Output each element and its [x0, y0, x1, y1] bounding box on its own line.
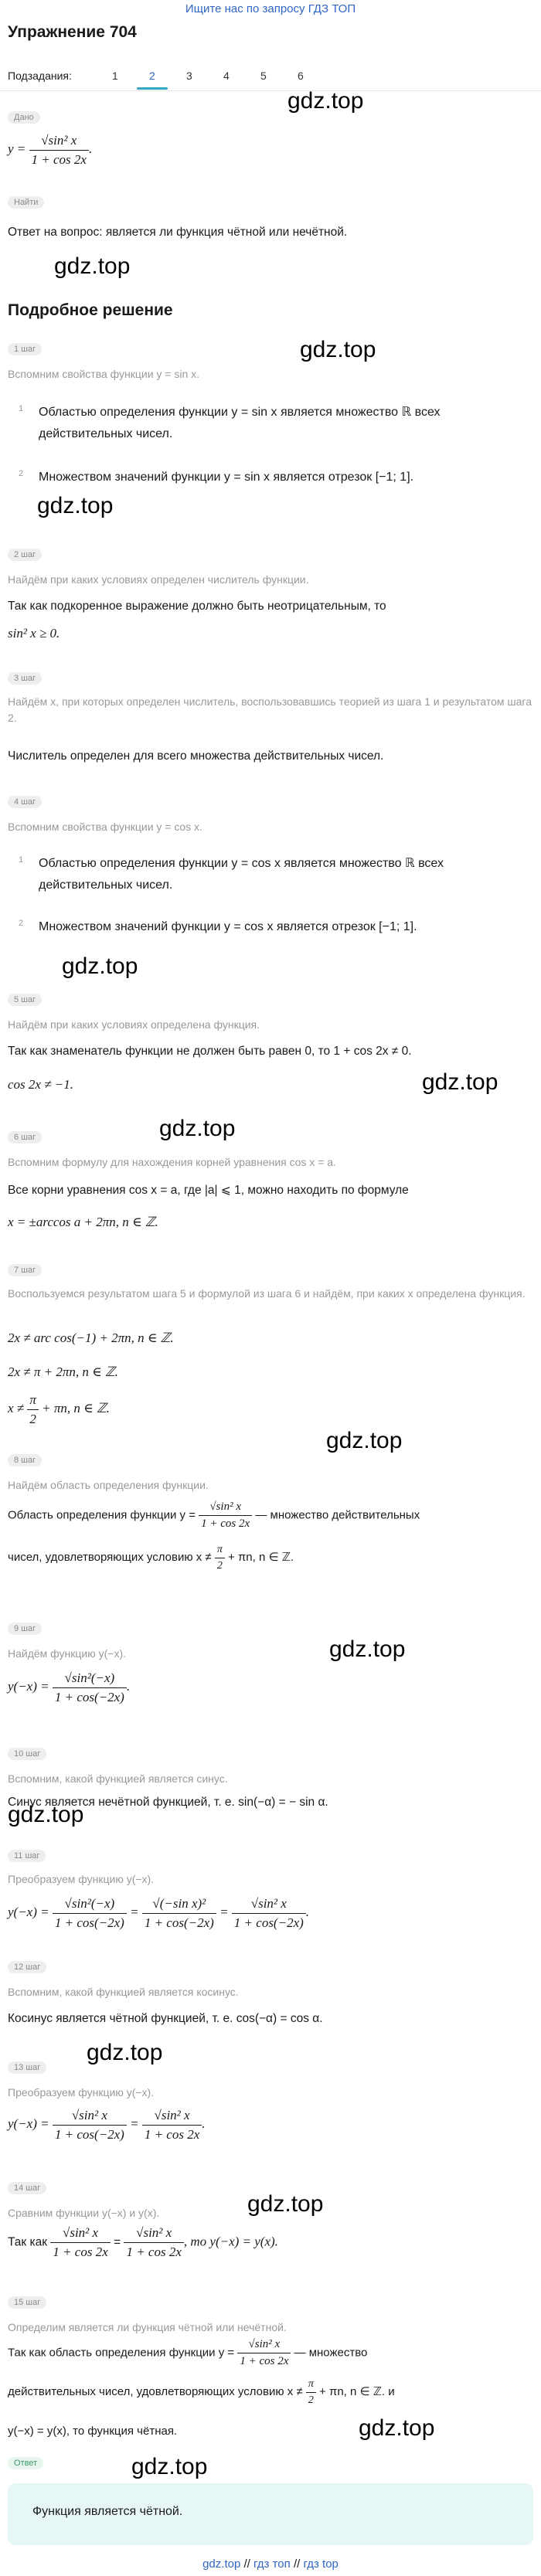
- item-text: Областью определения функции y = cos x является множество ℝ всех действительных чисел.: [39, 857, 444, 892]
- fraction: [237, 2336, 291, 2370]
- step-hint: Определим является ли функция чётной или нечётной.: [8, 2321, 287, 2333]
- divider: [0, 90, 541, 91]
- item-text: Множеством значений функции y = cos x является отрезок [−1; 1].: [39, 920, 417, 933]
- text-part: , то y(−x) = y(x).: [183, 2234, 278, 2249]
- numerator: π: [215, 1542, 225, 1558]
- step-chip: 1 шаг: [8, 343, 42, 355]
- fraction: [142, 1895, 216, 1932]
- step-formula: 2x ≠ arc cos(−1) + 2πn, n ∈ ℤ.: [8, 1330, 174, 1345]
- step-hint: Вспомним, какой функцией является косинус.: [8, 1986, 239, 1998]
- banner-link[interactable]: Ищите нас по запросу ГДЗ ТОП: [185, 2, 356, 15]
- denominator: 1 + cos 2x: [201, 1517, 250, 1530]
- numerator: √sin² x: [199, 1499, 252, 1516]
- step-chip: 6 шаг: [8, 1131, 42, 1144]
- step-chip: 7 шаг: [8, 1264, 42, 1276]
- step-text: y(−x) = y(x), то функция чётная.: [8, 2425, 178, 2438]
- step-text: [8, 1542, 533, 1573]
- footer-link[interactable]: гдз топ: [253, 2557, 291, 2571]
- step-hint: Найдём функцию y(−x).: [8, 1647, 127, 1660]
- item-num: 2: [19, 469, 24, 478]
- step-hint: Вспомним формулу для нахождения корней уравнения cos x = a.: [8, 1156, 336, 1168]
- step-hint: Сравним функции y(−x) и y(x).: [8, 2207, 160, 2219]
- step-formula: x = ±arccos a + 2πn, n ∈ ℤ.: [8, 1215, 158, 1229]
- step-text: Так как подкоренное выражение должно быть неотрицательным, то: [8, 600, 386, 613]
- text-part: + πn, n ∈ ℤ. и: [319, 2385, 395, 2399]
- list-item: [19, 467, 529, 488]
- numerator: √sin² x: [142, 2106, 202, 2126]
- text-part: Область определения функции y =: [8, 1508, 196, 1522]
- step-formula: y(−x) = $\frac{\text{√sin²(−x)}}{1 + \cos(-2x)}$ .: [8, 1669, 533, 1707]
- step-chip: 4 шаг: [8, 796, 42, 808]
- tab-6[interactable]: 6: [298, 70, 304, 82]
- step-hint: Воспользуемся результатом шага 5 и формулой из шага 6 и найдём, при каких x определена функция.: [8, 1287, 526, 1300]
- denominator: 1 + cos(−2x): [144, 1915, 214, 1930]
- step-chip: 12 шаг: [8, 1961, 46, 1973]
- step-text: [8, 1499, 533, 1532]
- text-part: — множество действительных: [255, 1508, 420, 1522]
- numerator: √sin²(−x): [53, 1895, 127, 1914]
- step-formula: [8, 1391, 533, 1429]
- fraction: [53, 2106, 127, 2144]
- step-hint: Найдём x, при которых определен числитель, воспользовавшись теорией из шага 1 и результатом шага 2.: [8, 695, 532, 724]
- footer-links: [0, 2557, 541, 2571]
- fraction: [215, 1542, 225, 1573]
- fraction: [124, 2224, 183, 2262]
- numerator: √sin² x: [53, 2106, 127, 2126]
- fraction: [53, 1895, 127, 1932]
- step-chip: 9 шаг: [8, 1623, 42, 1635]
- step-chip: 5 шаг: [8, 994, 42, 1006]
- find-text: Ответ на вопрос: является ли функция чётной или нечётной.: [8, 226, 348, 239]
- step-text: Косинус является чётной функцией, т. е. cos(−α) = cos α.: [8, 2012, 323, 2025]
- formula-part: x ≠: [8, 1401, 25, 1416]
- watermark: gdz.top: [326, 1428, 403, 1453]
- tab-4[interactable]: 4: [223, 70, 230, 82]
- solution-title: Подробное решение: [8, 301, 173, 319]
- text-part: Так как: [8, 2235, 48, 2249]
- given-formula: y = $\frac{\text{√sin² x}}{1 + \cos 2x}$ .: [8, 131, 533, 169]
- fraction: [142, 2106, 202, 2144]
- text-part: чисел, удовлетворяющих условию x ≠: [8, 1551, 212, 1565]
- fraction: [27, 1391, 39, 1429]
- numerator: √sin² x: [50, 2224, 110, 2243]
- item-text: Областью определения функции y = sin x является множество ℝ всех действительных чисел.: [39, 406, 441, 440]
- numerator: √sin²(−x): [53, 1669, 127, 1688]
- numerator: π: [27, 1391, 39, 1410]
- step-hint: Вспомним свойства функции y = cos x.: [8, 821, 202, 833]
- list-item: [19, 916, 529, 938]
- given-chip: Дано: [8, 111, 40, 124]
- step-text: Числитель определен для всего множества действительных чисел.: [8, 749, 384, 763]
- watermark: gdz.top: [329, 1636, 406, 1662]
- tab-5[interactable]: 5: [260, 70, 267, 82]
- step-hint: Преобразуем функцию y(−x).: [8, 1873, 155, 1885]
- step-text: [8, 2377, 533, 2408]
- subtasks-nav: [8, 63, 319, 88]
- step-hint: Вспомним свойства функции y = sin x.: [8, 368, 200, 380]
- formula-part: y(−x) =: [8, 1679, 49, 1694]
- numerator: √sin² x: [232, 1895, 306, 1914]
- list-item: [19, 853, 529, 896]
- watermark: gdz.top: [37, 493, 114, 518]
- text-part: Так как область определения функции y =: [8, 2346, 235, 2360]
- formula-part: y(−x) =: [8, 2116, 49, 2132]
- tab-2[interactable]: 2: [134, 63, 171, 88]
- watermark: gdz.top: [54, 253, 131, 279]
- step-chip: 2 шаг: [8, 549, 42, 561]
- fraction: [53, 1669, 127, 1707]
- tab-3[interactable]: 3: [186, 70, 192, 82]
- denominator: 1 + cos 2x: [31, 151, 87, 167]
- step-text: Синус является нечётной функцией, т. е. sin(−α) = − sin α.: [8, 1796, 328, 1809]
- step-chip: 13 шаг: [8, 2061, 46, 2074]
- denominator: 2: [29, 1411, 36, 1426]
- step-chip: 15 шаг: [8, 2296, 46, 2309]
- find-chip: Найти: [8, 196, 44, 209]
- denominator: 1 + cos 2x: [53, 2244, 108, 2259]
- fraction: [199, 1499, 252, 1532]
- text-part: + πn, n ∈ ℤ.: [228, 1551, 294, 1565]
- denominator: 1 + cos 2x: [144, 2126, 200, 2142]
- item-text: Множеством значений функции y = sin x является отрезок [−1; 1].: [39, 471, 414, 484]
- denominator: 2: [308, 2394, 314, 2406]
- watermark: gdz.top: [288, 88, 364, 114]
- step-hint: Вспомним, какой функцией является синус.: [8, 1772, 228, 1785]
- text-part: действительных чисел, удовлетворяющих условию x ≠: [8, 2385, 303, 2399]
- answer-box: [8, 2483, 533, 2545]
- step-formula: y(−x) = $\frac{\text{√sin²(−x)}}{1 + \cos(-2x)}$ = $\frac{\text{√(−sin x)²}}{1 + \cos(-2x)}$ = $\frac{\text{√sin² x}}{1 + \cos(-2x)}$ .: [8, 1895, 533, 1932]
- watermark: gdz.top: [8, 1802, 84, 1827]
- step-text: Так как знаменатель функции не должен быть равен 0, то 1 + cos 2x ≠ 0.: [8, 1045, 412, 1058]
- formula-lhs: y =: [8, 141, 26, 157]
- step-chip: 14 шаг: [8, 2182, 46, 2194]
- footer-link[interactable]: gdz.top: [202, 2557, 241, 2571]
- step-formula: sin² x ≥ 0.: [8, 626, 60, 641]
- denominator: 1 + cos(−2x): [54, 1915, 124, 1930]
- footer-sep: //: [293, 2557, 301, 2571]
- numerator: √(−sin x)²: [142, 1895, 216, 1914]
- denominator: 1 + cos 2x: [126, 2244, 182, 2259]
- fraction: [29, 131, 89, 169]
- numerator: √sin² x: [124, 2224, 183, 2243]
- footer-link[interactable]: гдз top: [303, 2557, 339, 2571]
- step-hint: Найдём при каких условиях определена функция.: [8, 1018, 260, 1031]
- top-banner[interactable]: [0, 0, 541, 19]
- step-text: [8, 2336, 533, 2370]
- watermark: gdz.top: [131, 2454, 208, 2479]
- item-num: 1: [19, 855, 24, 865]
- step-chip: 3 шаг: [8, 672, 42, 685]
- watermark: gdz.top: [247, 2191, 324, 2217]
- step-formula: cos 2x ≠ −1.: [8, 1077, 74, 1092]
- watermark: gdz.top: [359, 2415, 435, 2441]
- formula-part: y(−x) =: [8, 1905, 49, 1920]
- subtasks-label: Подзадания:: [8, 70, 72, 82]
- denominator: 1 + cos 2x: [240, 2355, 289, 2367]
- text-part: — множество: [294, 2346, 368, 2360]
- step-hint: Найдём область определения функции.: [8, 1479, 209, 1491]
- watermark: gdz.top: [300, 337, 376, 362]
- item-num: 1: [19, 404, 24, 413]
- list-item: [19, 402, 529, 445]
- watermark: gdz.top: [422, 1069, 498, 1095]
- answer-text: Функция является чётной.: [32, 2505, 183, 2518]
- numerator: π: [306, 2377, 316, 2393]
- formula-part: + πn, n ∈ ℤ.: [42, 1401, 110, 1416]
- denominator: 1 + cos(−2x): [54, 2126, 124, 2142]
- watermark: gdz.top: [62, 953, 138, 979]
- step-chip: 8 шаг: [8, 1454, 42, 1466]
- watermark: gdz.top: [159, 1116, 236, 1141]
- step-formula: y(−x) = $\frac{\text{√sin² x}}{1 + \cos(-2x)}$ = $\frac{\text{√sin² x}}{1 + \cos 2x}$ .: [8, 2106, 533, 2144]
- answer-chip: Ответ: [8, 2457, 43, 2469]
- numerator: √sin² x: [237, 2336, 291, 2353]
- tab-1[interactable]: 1: [112, 70, 118, 82]
- denominator: 2: [216, 1559, 223, 1572]
- fraction: [50, 2224, 110, 2262]
- step-hint: Найдём при каких условиях определен числитель функции.: [8, 573, 309, 586]
- numerator: √sin² x: [29, 131, 89, 151]
- denominator: 1 + cos(−2x): [54, 1689, 124, 1704]
- step-text: Так как $\frac{\text{√sin² x}}{1 + \cos 2x}$ = $\frac{\text{√sin² x}}{1 + \cos 2x}$ , то y(−x) = y(x).: [8, 2224, 533, 2262]
- step-chip: 11 шаг: [8, 1850, 46, 1862]
- fraction: [306, 2377, 316, 2408]
- step-text: Все корни уравнения cos x = a, где |a| ⩽ 1, можно находить по формуле: [8, 1184, 409, 1197]
- fraction: [232, 1895, 306, 1932]
- item-num: 2: [19, 919, 24, 928]
- denominator: 1 + cos(−2x): [233, 1915, 304, 1930]
- watermark: gdz.top: [87, 2040, 163, 2065]
- step-formula: 2x ≠ π + 2πn, n ∈ ℤ.: [8, 1364, 118, 1379]
- footer-sep: //: [243, 2557, 250, 2571]
- step-chip: 10 шаг: [8, 1748, 46, 1760]
- step-hint: Преобразуем функцию y(−x).: [8, 2086, 155, 2099]
- page-title: Упражнение 704: [8, 23, 137, 41]
